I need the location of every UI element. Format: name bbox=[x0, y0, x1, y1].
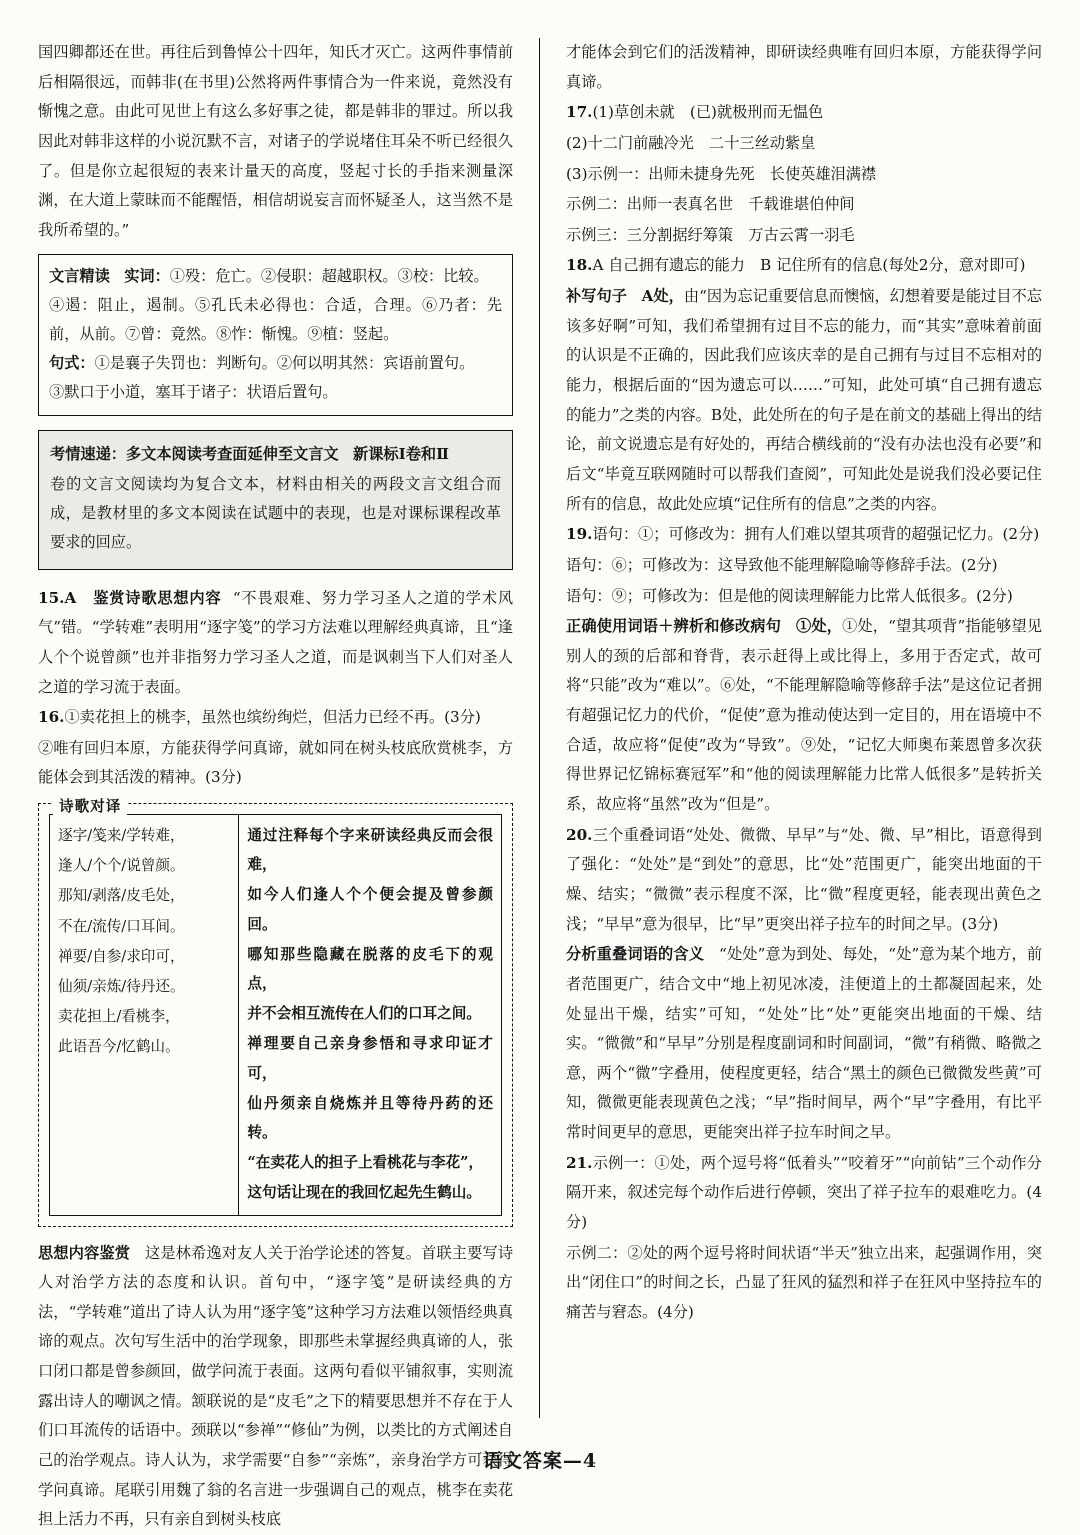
poem-line: 卖花担上/看桃李， bbox=[58, 1008, 180, 1026]
exam-trend-title: 考情速递：多文本阅读考查面延伸至文言文 bbox=[50, 444, 339, 463]
poem-translation-line: 并不会相互流传在人们的口耳之间。 bbox=[247, 1005, 481, 1023]
poem-translation-line: 禅理要自己亲身参悟和寻求印证才可， bbox=[247, 1035, 493, 1082]
question-19-line-2: 语句：⑥；可修改为：这导致他不能理解隐喻等修辞手法。(2分) bbox=[566, 555, 998, 574]
question-20-text: 三个重叠词语“处处、微微、早早”与“处、微、早”相比，语意得到了强化：“处处”是“到处”的意思，比“处”范围更广，能突出地面的干燥、结实；“微微”表示程度不深，比“微”程度更轻，能表现出黄色之浅；“早早”意为很早，比“早”更突出祥子拉车的时间之早。(3分) bbox=[566, 825, 1042, 933]
question-19-line-1 bbox=[566, 520, 1042, 550]
question-19-line-3: 语句：⑨；可修改为：但是他的阅读理解能力比常人低很多。(2分) bbox=[566, 586, 1013, 605]
poem-translation-line: 这句话让现在的我回忆起先生鹤山。 bbox=[247, 1184, 481, 1202]
question-21-line-2: 示例二：②处的两个逗号将时间状语“半天”独立出来，起强调作用，突出“闭住口”的时间之长，凸显了狂风的猛烈和祥子在狂风中坚持拉车的痛苦与窘态。(4分) bbox=[566, 1243, 1042, 1321]
poem-line: 此语吾今/忆鹤山。 bbox=[58, 1038, 180, 1056]
question-17-line-4: 示例二：出师一表真名世 千载谁堪伯仲间 bbox=[566, 195, 855, 214]
poem-line: 逐字/笺来/学转难， bbox=[58, 827, 185, 845]
question-21-line-1 bbox=[566, 1149, 1042, 1238]
question-16-line-2: ②唯有回归本原，方能获得学问真谛，就如同在树头枝底欣赏桃李，方能体会到其活泼的精神。(3分) bbox=[38, 738, 513, 787]
question-18-analysis bbox=[566, 282, 1042, 519]
question-19-number: 19. bbox=[566, 525, 593, 544]
question-16-line-1 bbox=[38, 703, 513, 733]
poem-translation-line: 通过注释每个字来研读经典反而会很难， bbox=[247, 827, 493, 874]
appreciation-paragraph bbox=[38, 1239, 513, 1535]
question-15-answer: A bbox=[64, 588, 77, 607]
right-top-paragraph: 才能体会到它们的活泼精神，即研读经典唯有回归本原，方能获得学问真谛。 bbox=[566, 43, 1042, 91]
question-17-text-1: (1)草创未就 (已)就极刑而无愠色 bbox=[592, 103, 824, 122]
jushi-text-1: ①是襄子失罚也：判断句。②何以明其然：宾语前置句。 bbox=[94, 354, 475, 373]
poem-line: 禅要/自参/求印可， bbox=[58, 947, 185, 965]
poem-line: 那知/剥落/皮毛处， bbox=[58, 887, 185, 905]
question-16-text-1: ①卖花担上的桃李，虽然也缤纷绚烂，但活力已经不再。(3分) bbox=[64, 708, 481, 727]
classical-reading-box bbox=[38, 254, 513, 415]
jushi-text-2: ③默口于小道，塞耳于诸子：状语后置句。 bbox=[49, 382, 338, 401]
poem-line: 逢人/个个/说曾颜。 bbox=[58, 857, 185, 875]
question-17-line-1 bbox=[566, 98, 1042, 128]
poem-translation-grid bbox=[49, 814, 502, 1215]
question-19-marker-1: ①处， bbox=[795, 617, 843, 636]
question-20-answer bbox=[566, 821, 1042, 940]
classical-reading-line-1 bbox=[49, 262, 502, 291]
classical-reading-line-3 bbox=[49, 349, 502, 378]
poem-translation-line: 哪知那些隐藏在脱落的皮毛下的观点， bbox=[247, 945, 493, 993]
poem-line: 仙须/亲炼/待丹还。 bbox=[58, 978, 185, 996]
poem-translation-line: 仙丹须亲自烧炼并且等待丹药的还转。 bbox=[247, 1094, 493, 1141]
exam-trend-box bbox=[38, 430, 513, 570]
question-21-number: 21. bbox=[566, 1153, 593, 1172]
shici-label: 实词： bbox=[124, 267, 170, 286]
appreciation-label: 思想内容鉴赏 bbox=[38, 1243, 131, 1262]
classical-reading-title: 文言精读 bbox=[49, 267, 110, 286]
left-paragraph-1: 国四卿都还在世。再往后到鲁悼公十四年，知氏才灭亡。这两件事情前后相隔很远，而韩非(在书里)公然将两件事情合为一件来说，竟然没有惭愧之意。由此可见世上有这么多好事之徒，都是韩非的罪过。所以我因此对韩非这样的小说沉默不言，对诸子的学说堵住耳朵不听已经很久了。但是你立起很短的表来计量天的高度，竖起寸长的手指来测量深渊，在大道上蒙昧而不能醒悟，相信胡说妄言而怀疑圣人，这当然不是我所希望的。” bbox=[38, 43, 513, 239]
shici-text-2: ④遏：阻止，遏制。⑤孔氏未必得也：合适，合理。⑥乃者：先前，从前。⑦曾：竟然。⑧怍：惭愧。⑨植：竖起。 bbox=[49, 296, 502, 344]
question-19-body: ①处，“望其项背”指能够望见别人的颈的后部和脊背，表示赶得上或比得上，多用于否定式，故可将“只能”改为“难以”。⑥处，“不能理解隐喻等修辞手法”是这位记者拥有超强记忆力的代价，“促使”意为推动使达到一定目的，用在语境中不合适，故应将“促使”改为“导致”。⑨处，“记忆大师奥布莱恩曾多次获得世界记忆锦标赛冠军”和“他的阅读理解能力比常人低很多”是转折关系，故应将“虽然”改为“但是”。 bbox=[566, 617, 1043, 814]
question-17-line-2: (2)十二门前融冷光 二十三丝动紫皇 bbox=[566, 133, 816, 152]
poem-translation-column bbox=[239, 815, 501, 1214]
question-17-line-5: 示例三：三分割据纡筹策 万古云霄一羽毛 bbox=[566, 225, 855, 244]
poem-translation-line: “在卖花人的担子上看桃花与李花”， bbox=[247, 1154, 484, 1172]
right-column bbox=[540, 38, 1046, 1418]
exam-trend-heading bbox=[50, 440, 501, 469]
question-18-answer: A 自己拥有遗忘的能力 B 记住所有的信息(每处2分，意对即可) bbox=[592, 256, 1026, 275]
question-20-number: 20. bbox=[566, 825, 593, 844]
poem-translation-box bbox=[38, 798, 513, 1226]
poem-translation-line: 如今人们逢人个个便会提及曾参颜回。 bbox=[247, 886, 493, 933]
question-19-text-1: 语句：①；可修改为：拥有人们难以望其项背的超强记忆力。(2分) bbox=[592, 525, 1040, 544]
question-18-head bbox=[566, 251, 1042, 281]
question-21-text-1: 示例一：①处，两个逗号将“低着头”“咬着牙”“向前钻”三个动作分隔开来，叙述完每个动作后进行停顿，突出了祥子拉车的艰难吃力。(4分) bbox=[566, 1153, 1042, 1231]
poem-line: 不在/流传/口耳间。 bbox=[58, 917, 185, 935]
jushi-label: 句式： bbox=[49, 354, 95, 373]
question-15-number: 15. bbox=[38, 588, 65, 607]
page-footer: 语文答案—4 bbox=[482, 1450, 598, 1472]
poem-translation-caption: 诗歌对译 bbox=[53, 793, 127, 821]
question-18-label: 补写句子 bbox=[566, 287, 627, 306]
question-15-body: “不畏艰难、努力学习圣人之道的学术风气”错。“学转难”表明用“逐字笺”的学习方法难以理解经典真谛，且“逢人个个说曾颜”也并非指努力学习圣人之道，而是讽刺当下人们对圣人之道的学习流于表面。 bbox=[38, 588, 514, 696]
question-20-analysis bbox=[566, 940, 1042, 1147]
question-19-analysis bbox=[566, 612, 1042, 819]
appreciation-body: 这是林希逸对友人关于治学论述的答复。首联主要写诗人对治学方法的态度和认识。首句中，“逐字笺”是研读经典的方法，“学转难”道出了诗人认为用“逐字笺”这种学习方法难以领悟经典真谛的观点。次句写生活中的治学现象，即那些未掌握经典真谛的人，张口闭口都是曾参颜回，做学问流于表面。这两句看似平铺叙事，实则流露出诗人的嘲讽之情。颔联说的是“皮毛”之下的精要思想并不存在于人们口耳流传的话语中。颈联以“参禅”“修仙”为例，以类比的方式阐述自己的治学观点。诗人认为，求学需要“自参”“亲炼”，亲身治学方可获得学问真谛。尾联引用魏了翁的名言进一步强调自己的观点，桃李在卖花担上活力不再，只有亲自到树头枝底 bbox=[38, 1243, 514, 1529]
question-18-body: 由“因为忘记重要信息而懊恼，幻想着要是能过目不忘该多好啊”可知，我们希望拥有过目不忘的能力，而“其实”意味着前面的认识是不正确的，因此我们应该庆幸的是自己拥有与过目不忘相对的能力，根据后面的“因为遗忘可以……”可知，此处可填“自己拥有遗忘的能力”之类的内容。B处，此处所在的句子是在前文的基础上得出的结论，前文说遗忘是有好处的，再结合横线前的“没有办法也没有必要”和后文“毕竟互联网随时可以帮我们查阅”，可知此处是说我们没必要记住所有的信息，故此处应填“记住所有的信息”之类的内容。 bbox=[566, 287, 1042, 513]
shici-text-1: ①殁：危亡。②侵职：超越职权。③校：比较。 bbox=[169, 267, 489, 286]
question-18-a-marker: A处， bbox=[641, 287, 684, 306]
exam-trend-body: 卷的文言文阅读均为复合文本，材料由相关的两段文言文组合而成，是教材里的多文本阅读在试题中的表现，也是对课标课程改革要求的回应。 bbox=[50, 475, 501, 552]
question-17-number: 17. bbox=[566, 103, 593, 122]
poem-original-column bbox=[50, 815, 239, 1214]
question-17-line-3: (3)示例一：出师未捷身先死 长使英雄泪满襟 bbox=[566, 164, 877, 183]
question-15-tag: 鉴赏诗歌思想内容 bbox=[93, 588, 222, 607]
question-20-label: 分析重叠词语的含义 bbox=[566, 945, 705, 964]
question-15 bbox=[38, 584, 513, 703]
question-20-body: “处处”意为到处、每处，“处”意为某个地方，前者范围更广，结合文中“地上初见冰凌，洼便道上的土都凝固起来，处处显出干燥，结实”可知，“处处”比“处”更能突出地面的干燥、结实。“微微”和“早早”分别是程度副词和时间副词，“微”有稍微、略微之意，两个“微”字叠用，使程度更轻，结合“黑土的颜色已微微发些黄”可知，微微更能表现黄色之浅；“早”指时间早，两个“早”字叠用，有比平常时间更早的意思，更能突出祥子拉车时间之早。 bbox=[566, 945, 1043, 1142]
question-19-label: 正确使用词语＋辨析和修改病句 bbox=[566, 617, 781, 636]
question-16-number: 16. bbox=[38, 708, 65, 727]
exam-trend-title-right: 新课标Ⅰ卷和Ⅱ bbox=[353, 444, 449, 463]
question-18-number: 18. bbox=[566, 256, 593, 275]
